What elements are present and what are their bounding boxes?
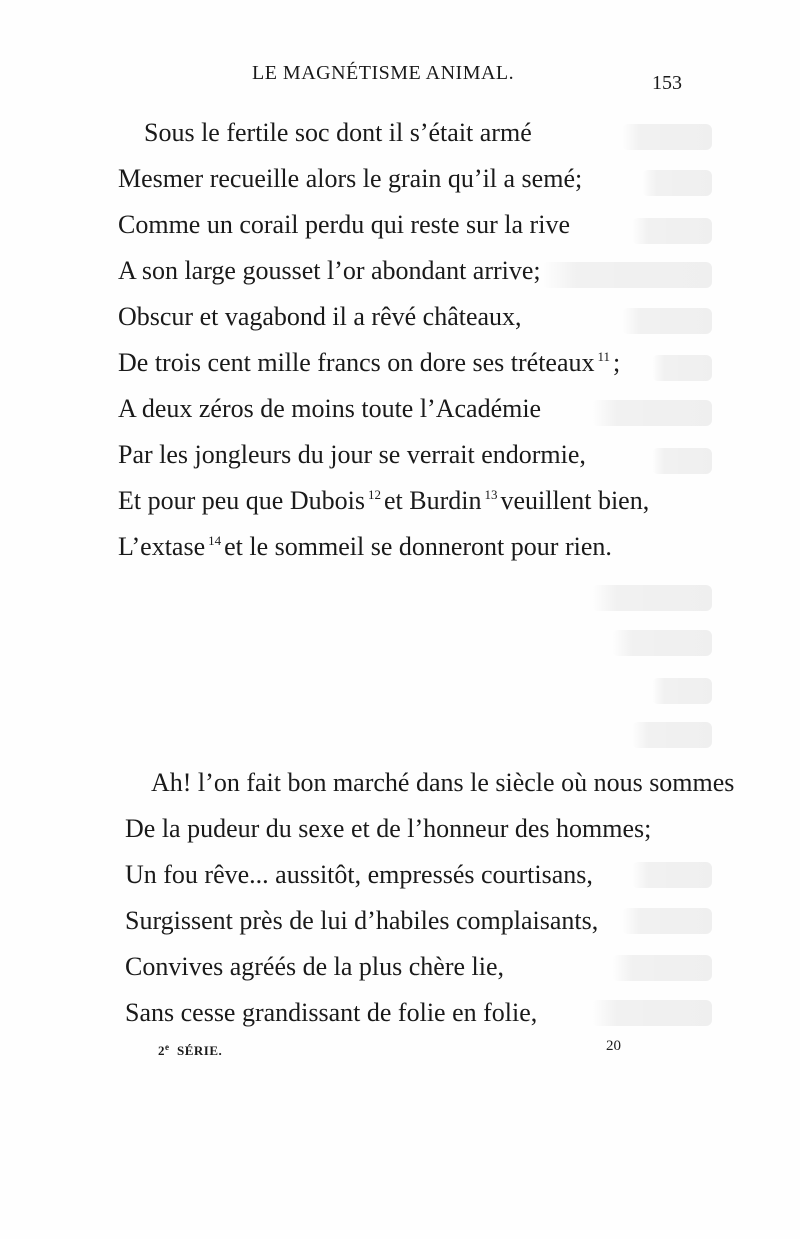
stanza-2 — [125, 760, 734, 1036]
page-number: 153 — [652, 72, 682, 94]
verse-line — [118, 340, 649, 386]
verse-line: Obscur et vagabond il a rêvé châteaux, — [118, 302, 522, 331]
stanza-1 — [118, 110, 649, 570]
verse-text: Et pour peu que Dubois — [118, 486, 365, 515]
gathering-signature: 20 — [606, 1038, 621, 1054]
verse-line: Un fou rêve... aussitôt, empressés courtisans, — [125, 860, 593, 889]
verse-line: Mesmer recueille alors le grain qu’il a semé; — [118, 164, 583, 193]
verse-line: Convives agréés de la plus chère lie, — [125, 952, 505, 981]
verse-text: De trois cent mille francs on dore ses tréteaux — [118, 348, 595, 377]
footnote-marker: 14 — [208, 533, 222, 548]
verse-line: A son large gousset l’or abondant arrive; — [118, 256, 541, 285]
verse-line: Ah! l’on fait bon marché dans le siècle où nous sommes — [151, 768, 735, 797]
verse-text: et le sommeil se donneront pour rien. — [224, 532, 612, 561]
verse-text: veuillent bien, — [500, 486, 650, 515]
verse-text: L’extase — [118, 532, 206, 561]
series-number: 2 — [158, 1043, 165, 1058]
verse-line: Surgissent près de lui d’habiles complaisants, — [125, 906, 599, 935]
footnote-marker: 12 — [367, 487, 381, 502]
series-superscript: e — [165, 1042, 170, 1052]
verse-line — [118, 478, 649, 524]
verse-line: De la pudeur du sexe et de l’honneur des hommes; — [125, 814, 652, 843]
footnote-marker: 11 — [597, 349, 611, 364]
verse-line: Sans cesse grandissant de folie en folie, — [125, 998, 538, 1027]
verse-text: et Burdin — [383, 486, 482, 515]
verse-line: Sous le fertile soc dont il s’était armé — [144, 118, 532, 147]
verse-line: Comme un corail perdu qui reste sur la rive — [118, 210, 570, 239]
verse-line: Par les jongleurs du jour se verrait endormie, — [118, 440, 586, 469]
verse-line: A deux zéros de moins toute l’Académie — [118, 394, 542, 423]
series-label: SÉRIE. — [177, 1043, 223, 1058]
verse-punctuation: ; — [613, 348, 621, 377]
verse-line — [118, 524, 649, 570]
series-signature — [158, 1042, 222, 1059]
running-title: LE MAGNÉTISME ANIMAL. — [252, 62, 515, 84]
footnote-marker: 13 — [484, 487, 498, 502]
